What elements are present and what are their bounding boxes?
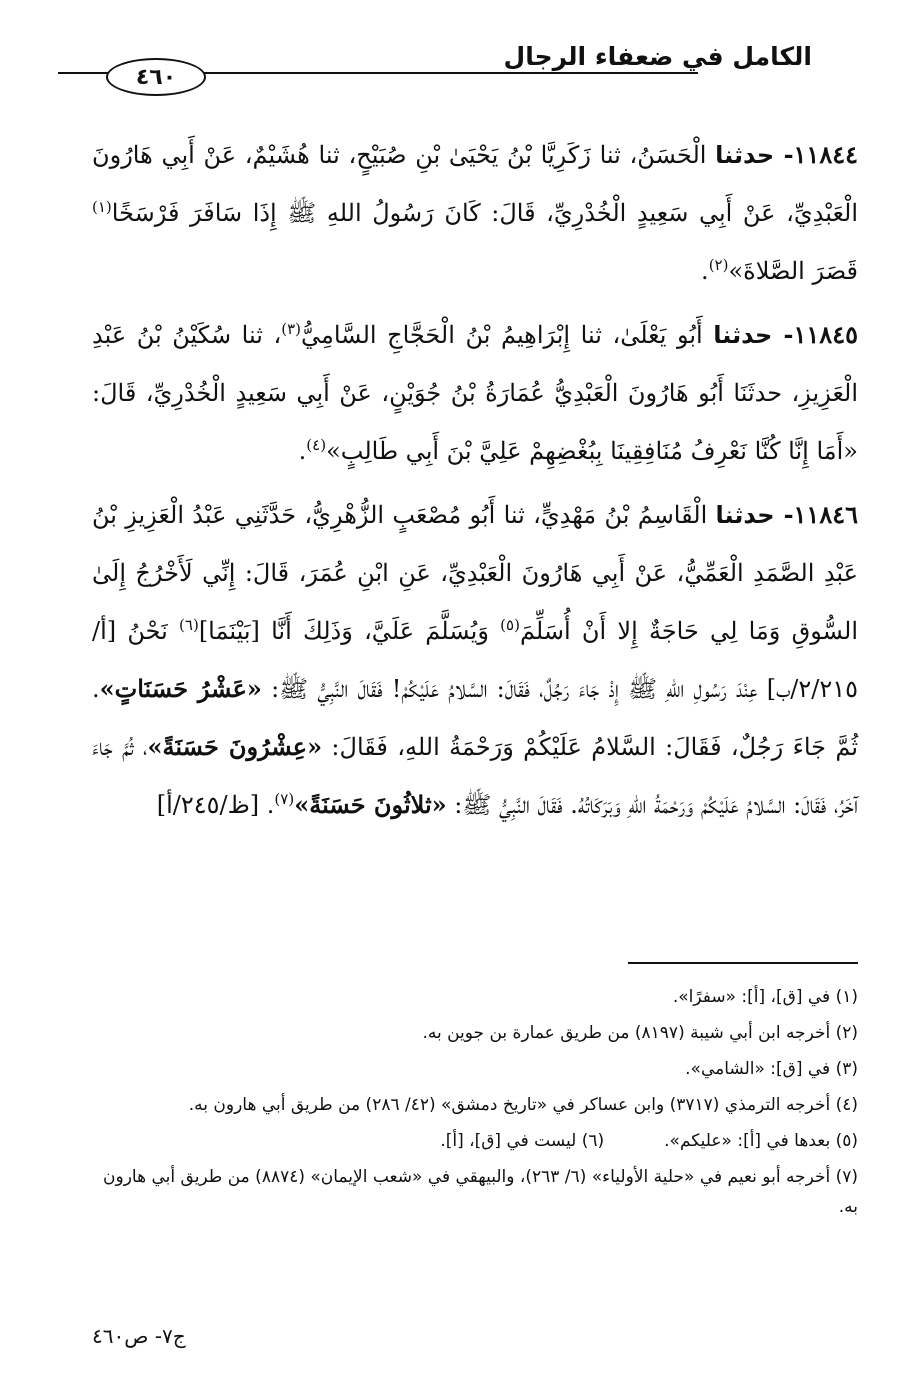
hadith-text: الْحَسَنُ، ثنا زَكَرِيَّا بْنُ يَحْيَىٰ بْنِ صُبَيْحٍ، ثنا هُشَيْمٌ، عَنْ أَبِي هَارُونَ الْعَبْدِيِّ، عَنْ أَبِي سَعِيدٍ الْخُدْرِيِّ، قَالَ: كَانَ رَسُولُ اللهِ ﷺ إِذَا سَافَرَ فَرْسَخًا (92, 141, 858, 227)
footnote-ref: (٢) (708, 256, 729, 274)
prophet-quote: «ثلاثُونَ حَسَنَةً» (294, 790, 447, 819)
page-header (58, 30, 858, 100)
footnote-ref: (٥) (500, 616, 520, 634)
hadith-text: ، ثُمَّ جَاءَ آخَرُ، فَقَالَ: السَّلامُ عَلَيْكُمْ وَرَحْمَةُ اللهِ وَبَرَكَاتُهُ. فَقَالَ النَّبِيُّ ﷺ: (92, 733, 858, 819)
hadith-end: . [ظ/٢٤٥/أ] (156, 791, 275, 819)
footnote-row (92, 1126, 858, 1156)
page-number-badge (106, 58, 206, 96)
hadith-text: الْقَاسِمُ بْنُ مَهْدِيٍّ، ثنا أَبُو مُصْعَبٍ الزُّهْرِيُّ، حَدَّثَنِي عَبْدُ الْعَزِيزِ بْنُ عَبْدِ الصَّمَدِ الْعَمِّيُّ، عَنْ أَبِي هَارُونَ الْعَبْدِيِّ، عَنِ ابْنِ عُمَرَ، قَالَ: إِنِّي لَأَخْرُجُ إِلَىٰ السُّوقِ وَمَا لِي حَاجَةٌ إِلا أَنْ أُسَلِّمَ (92, 501, 859, 645)
footnote: (٢) أخرجه ابن أبي شيبة (٨١٩٧) من طريق عمارة بن جوين به. (422, 1023, 858, 1043)
footnote: (٣) في [ق]: «الشامي». (685, 1059, 858, 1079)
hadith-paragraph: ١١٨٤٤- حدثنا الْحَسَنُ، ثنا زَكَرِيَّا بْنُ يَحْيَىٰ بْنِ صُبَيْحٍ، ثنا هُشَيْمٌ، عَنْ أَبِي هَارُونَ الْعَبْدِيِّ، عَنْ أَبِي سَعِيدٍ الْخُدْرِيِّ، قَالَ: كَانَ رَسُولُ اللهِ ﷺ إِذَا سَافَرَ فَرْسَخًا$^{(١)}$ قَصَرَ الصَّلاةَ»$^{(٢)}$. (92, 140, 858, 285)
hadith-paragraph: ١١٨٤٦- حدثنا الْقَاسِمُ بْنُ مَهْدِيٍّ، ثنا أَبُو مُصْعَبٍ الزُّهْرِيُّ، حَدَّثَنِي عَبْدُ الْعَزِيزِ بْنُ عَبْدِ الصَّمَدِ الْعَمِّيُّ، عَنْ أَبِي هَارُونَ الْعَبْدِيِّ، عَنِ ابْنِ عُمَرَ، قَالَ: إِنِّي لَأَخْرُجُ إِلَىٰ السُّوقِ وَمَا لِي حَاجَةٌ إِلا أَنْ أُسَلِّمَ$^{(٥)}$ وَيُسَلَّمَ عَلَيَّ، وَذَلِكَ أَنَّا [بَيْنَمَا]$^{(٦)}$ نَحْنُ [أ/٢/٢١٥/ب] عِنْدَ رَسُولِ اللهِ ﷺ إِذْ جَاءَ رَجُلٌ، فَقَالَ: السَّلامُ عَلَيْكُمْ! فَقَالَ النَّبِيُّ ﷺ: «عَشْرُ حَسَنَاتٍ». ثُمَّ جَاءَ رَجُلٌ، فَقَالَ: السَّلامُ عَلَيْكُمْ وَرَحْمَةُ اللهِ، فَقَالَ: «عِشْرُونَ حَسَنَةً»، ثُمَّ جَاءَ آخَرُ، فَقَالَ: السَّلامُ عَلَيْكُمْ وَرَحْمَةُ اللهِ وَبَرَكَاتُهُ. فَقَالَ النَّبِيُّ ﷺ: «ثلاثُونَ حَسَنَةً»$^{(٧)}$. [ظ/٢٤٥/أ] (92, 500, 859, 819)
hadith-keyword: حدثنا (713, 321, 773, 349)
hadith-number: ١١٨٤٦ (793, 500, 858, 529)
hadith-text: نَحْنُ [أ/٢/٢١٥/ب] عِنْدَ رَسُولِ اللهِ ﷺ إِذْ جَاءَ رَجُلٌ، فَقَالَ: السَّلامُ عَلَيْكُمْ! فَقَالَ النَّبِيُّ ﷺ: (92, 617, 859, 703)
hadith-paragraph: ١١٨٤٥- حدثنا أَبُو يَعْلَىٰ، ثنا إِبْرَاهِيمُ بْنُ الْحَجَّاجِ السَّامِيُّ$^{(٣)}$، ثنا سُكَيْنُ بْنُ عَبْدِ الْعَزِيزِ، حدثَنَا أَبُو هَارُونَ الْعَبْدِيُّ عُمَارَةُ بْنُ جُوَيْنٍ، عَنْ أَبِي سَعِيدٍ الْخُدْرِيِّ، قَالَ: «أَمَا إِنَّا كُنَّا نَعْرِفُ مُنَافِقِينَا بِبُغْضِهِمْ عَلِيَّ بْنَ أَبِي طَالِبٍ»$^{(٤)}$. (92, 320, 858, 465)
page-number: ٤٦٠ (135, 64, 177, 90)
hadith-keyword: حدثنا (715, 141, 775, 169)
hadith-end: . (298, 437, 307, 465)
main-text (92, 126, 858, 840)
hadith-text: ، ثنا سُكَيْنُ بْنُ عَبْدِ الْعَزِيزِ، حدثَنَا أَبُو هَارُونَ الْعَبْدِيُّ عُمَارَةُ بْنُ جُوَيْنٍ، عَنْ أَبِي سَعِيدٍ الْخُدْرِيِّ، قَالَ: «أَمَا إِنَّا كُنَّا نَعْرِفُ مُنَافِقِينَا بِبُغْضِهِمْ عَلِيَّ بْنَ أَبِي طَالِبٍ» (92, 321, 858, 465)
footnotes (92, 982, 858, 1228)
hadith-end: . (701, 257, 709, 285)
hadith-number: ١١٨٤٤ (793, 140, 858, 169)
footnote: (٧) أخرجه أبو نعيم في «حلية الأولياء» (٦/ ٢٦٣)، والبيهقي في «شعب الإيمان» (٨٨٧٤) من طريق أبي هارون به. (103, 1167, 858, 1217)
prophet-quote: «عَشْرُ حَسَنَاتٍ» (99, 674, 262, 703)
footnote-ref: (٧) (274, 790, 295, 808)
hadith-text: . ثُمَّ جَاءَ رَجُلٌ، فَقَالَ: السَّلامُ عَلَيْكُمْ وَرَحْمَةُ اللهِ، فَقَالَ: (92, 675, 859, 761)
hadith-number: ١١٨٤٥ (793, 320, 858, 349)
prophet-quote: «عِشْرُونَ حَسَنَةً» (147, 732, 323, 761)
hadith-text: قَصَرَ الصَّلاةَ» (728, 257, 858, 285)
book-title: الكامل في ضعفاء الرجال (503, 42, 812, 71)
hadith-text: أَبُو يَعْلَىٰ، ثنا إِبْرَاهِيمُ بْنُ الْحَجَّاجِ السَّامِيُّ (301, 321, 703, 349)
hadith-keyword: حدثنا (715, 501, 775, 529)
footnote: (١) في [ق]، [أ]: «سفرًا». (672, 987, 858, 1007)
volume-page-label: ج٧- ص٤٦٠ (92, 1324, 186, 1348)
footnote: (٦) ليست في [ق]، [أ]. (440, 1131, 605, 1151)
footnote: (٤) أخرجه الترمذي (٣٧١٧) وابن عساكر في «تاريخ دمشق» (٤٢/ ٢٨٦) من طريق أبي هارون به. (188, 1095, 858, 1115)
hadith-text: وَيُسَلَّمَ عَلَيَّ، وَذَلِكَ أَنَّا [بَيْنَمَا] (198, 617, 501, 645)
page-footer (92, 1324, 186, 1348)
footnote: (٥) بعدها في [أ]: «عليكم». (664, 1131, 858, 1151)
footnote-ref: (١) (92, 198, 112, 216)
footnote-ref: (٤) (306, 436, 327, 454)
footnote-ref: (٦) (179, 616, 199, 634)
footnote-ref: (٣) (281, 320, 301, 338)
footnote-separator (628, 962, 858, 964)
